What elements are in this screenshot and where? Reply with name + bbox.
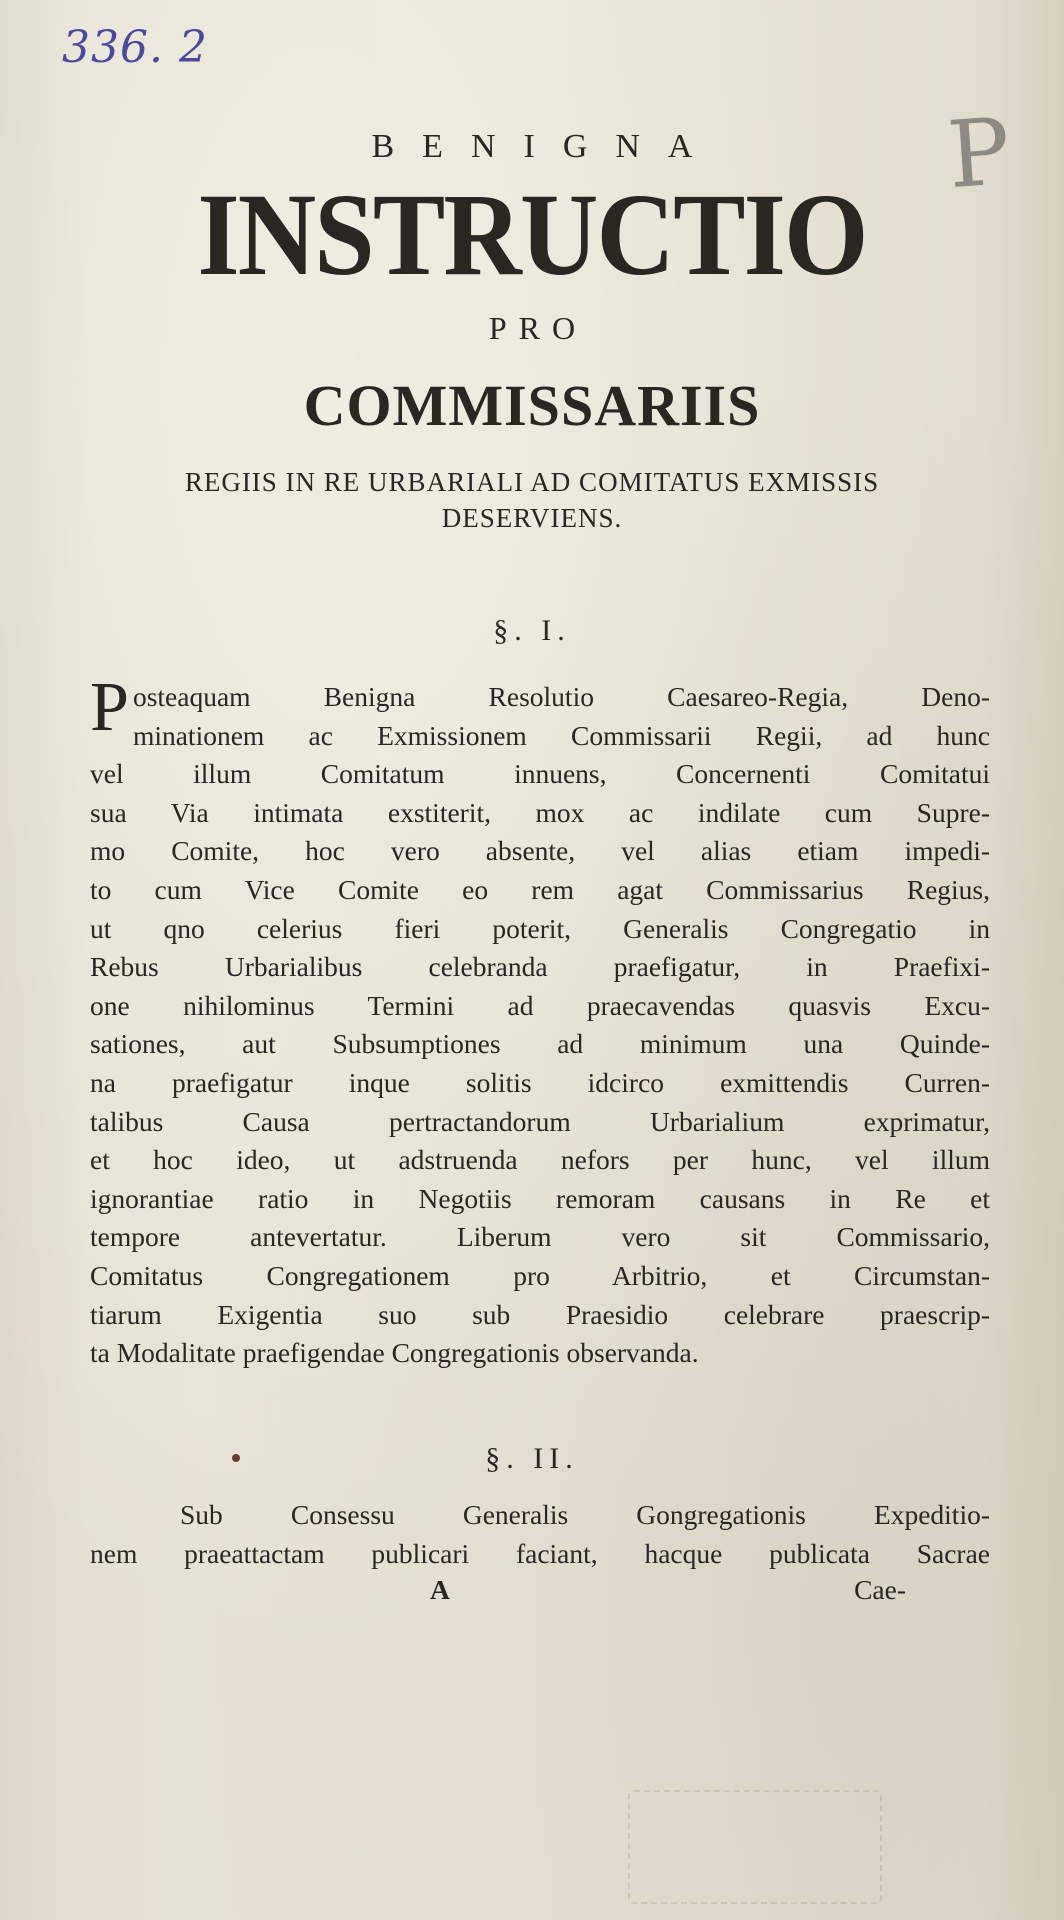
text-line: minationem ac Exmissionem Commissarii Regii, ad hunc — [132, 719, 990, 751]
text-line: tiarum Exigentia suo sub Praesidio celebrare praescrip- — [90, 1298, 990, 1330]
title-pro: PRO — [488, 310, 588, 346]
signature-mark: A — [430, 1574, 450, 1605]
text-line: nem praeattactam publicari faciant, hacque publicata Sacrae — [90, 1537, 990, 1569]
text-line: ut qno celerius fieri poterit, Generalis Congregatio in — [90, 912, 990, 944]
title-commissariis: COMMISSARIIS — [303, 373, 761, 438]
handwritten-margin-mark: P — [944, 97, 1014, 210]
page-footer — [90, 1574, 990, 1606]
text-line: osteaquam Benigna Resolutio Caesareo-Regia, Deno- — [132, 681, 990, 712]
text-line: ta Modalitate praefigendae Congregationis observanda. — [90, 1337, 699, 1369]
title-benigna: BENIGNA — [371, 128, 721, 165]
text-line: tempore antevertatur. Liberum vero sit Commissario, — [90, 1221, 990, 1253]
text-line: Sub Consessu Generalis Gongregationis Expeditio- — [180, 1499, 990, 1530]
title-instructio: INSTRUCTIO — [197, 169, 867, 300]
section-heading-2: §. II. — [485, 1442, 579, 1475]
subtitle-line: REGIIS IN RE URBARIALI AD COMITATUS EXMISSIS — [184, 467, 880, 497]
text-line: one nihilominus Termini ad praecavendas quasvis Excu- — [90, 989, 990, 1021]
section-2-paragraph — [90, 1496, 990, 1573]
text-line: sationes, aut Subsumptiones ad minimum una Quinde- — [90, 1028, 990, 1060]
text-line: Rebus Urbarialibus celebranda praefigatur, in Praefixi- — [90, 951, 990, 983]
catchword: Cae- — [854, 1574, 906, 1605]
section-1-paragraph — [90, 669, 990, 1373]
dropcap: P — [90, 669, 129, 746]
handwritten-shelfmark: 336. 2 — [62, 22, 208, 73]
text-line: et hoc ideo, ut adstruenda nefors per hunc, vel illum — [90, 1144, 990, 1176]
text-line: ignorantiae ratio in Negotiis remoram causans in Re et — [90, 1182, 990, 1214]
subtitle — [60, 464, 1004, 536]
text-line: vel illum Comitatum innuens, Concernenti Comitatui — [90, 758, 990, 790]
text-line: to cum Vice Comite eo rem agat Commissarius Regius, — [90, 873, 990, 905]
text-line: mo Comite, hoc vero absente, vel alias etiam impedi- — [90, 835, 990, 867]
text-line: sua Via intimata exstiterit, mox ac indilate cum Supre- — [90, 796, 990, 828]
section-heading-1: §. I. — [493, 614, 571, 647]
faint-stamp-bleedthrough — [628, 1790, 882, 1904]
subtitle-line: DESERVIENS. — [441, 503, 623, 533]
text-line: na praefigatur inque solitis idcirco exmittendis Curren- — [90, 1066, 990, 1098]
text-line: talibus Causa pertractandorum Urbarialium exprimatur, — [90, 1105, 990, 1137]
text-line: Comitatus Congregationem pro Arbitrio, et Circumstan- — [90, 1259, 990, 1291]
